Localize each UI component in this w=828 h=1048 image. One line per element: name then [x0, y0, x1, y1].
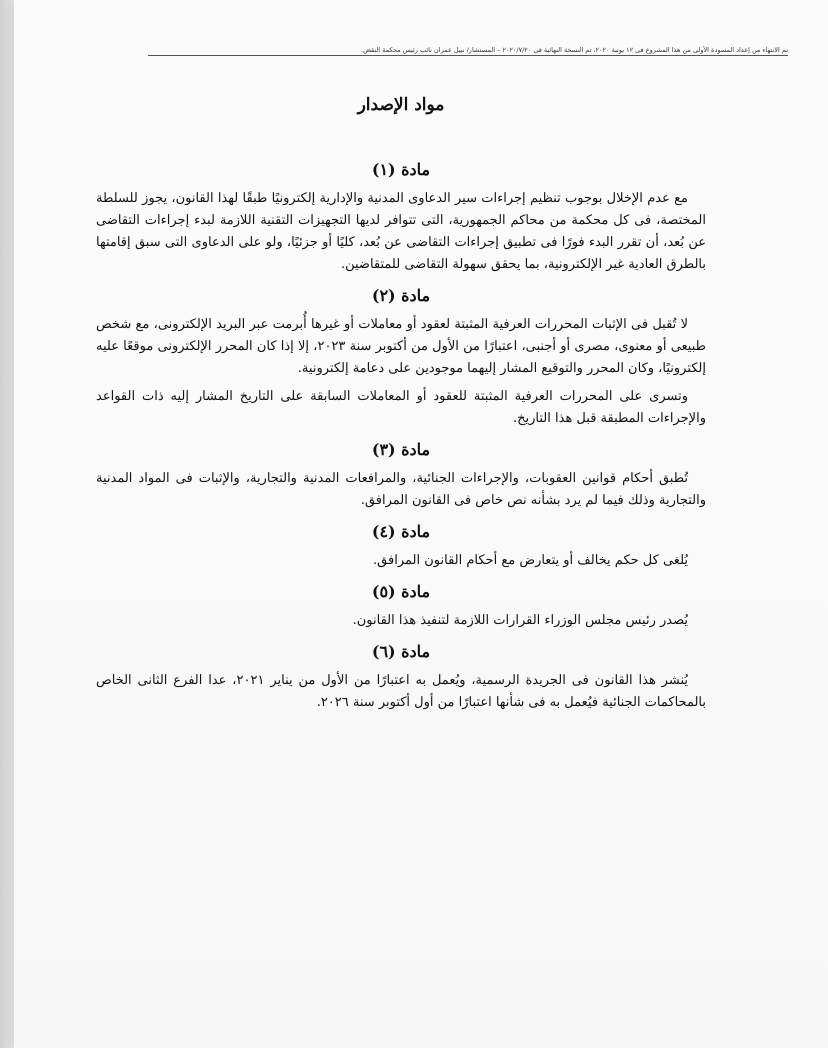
article-heading: مادة (٤): [371, 522, 431, 541]
article-paragraph: يُلغى كل حكم يخالف أو يتعارض مع أحكام القانون المرافق.: [373, 553, 688, 568]
article-paragraph: مع عدم الإخلال بوجوب تنظيم إجراءات سير الدعاوى المدنية والإدارية إلكترونيًا طبقًا لهذا القانون، يجوز للسلطة المختصة، فى كل محكمة من محاكم الجمهورية، التى تتوافر لديها التجهيزات التقنية اللازمة لبدء إجراءات التقاضى عن بُعد، أن تقرر البدء فورًا فى تطبيق إجراءات التقاضى عن بُعد، كليًا أو جزئيًا، ولو على الدعاوى التى سبق إقامتها بالطرق العادية غير الإلكترونية، بما يحقق سهولة التقاضى للمتقاضين.: [96, 191, 706, 272]
article-2: [96, 284, 706, 430]
article-heading: مادة (٥): [371, 582, 431, 601]
article-6: [96, 640, 706, 714]
article-heading: مادة (٢): [371, 286, 431, 305]
article-heading: مادة (٦): [371, 642, 431, 661]
page-spine: [0, 0, 14, 1048]
article-paragraph: يُنشر هذا القانون فى الجريدة الرسمية، ويُعمل به اعتبارًا من الأول من يناير ٢٠٢١، عدا الفرع الثانى الخاص بالمحاكمات الجنائية فيُعمل به فى شأنها اعتبارًا من أول أكتوبر سنة ٢٠٢٦.: [96, 673, 706, 710]
article-paragraph: وتسرى على المحررات العرفية المثبتة للعقود أو المعاملات السابقة على التاريخ المشار إليه ذات القواعد والإجراءات المطبقة قبل هذا التاريخ.: [96, 389, 706, 426]
article-heading: مادة (٣): [371, 440, 431, 459]
article-heading: مادة (١): [371, 160, 431, 179]
article-1: [96, 158, 706, 276]
article-paragraph: يُصدر رئيس مجلس الوزراء القرارات اللازمة لتنفيذ هذا القانون.: [352, 613, 688, 628]
article-paragraph: لا تُقبل فى الإثبات المحررات العرفية المثبتة لعقود أو معاملات أو غيرها أُبرمت عبر البريد الإلكترونى، مع شخص طبيعى أو معنوى، مصرى أو أجنبى، اعتبارًا من الأول من أكتوبر سنة ٢٠٢٣، إلا إذا كان المحرر الإلكترونى موقعًا عليه إلكترونيًا، وكان المحرر والتوقيع المشار إليهما موجودين على دعامة إلكترونية.: [96, 317, 706, 376]
article-4: [96, 520, 706, 572]
document-body: [96, 92, 706, 722]
article-5: [96, 580, 706, 632]
document-title: مواد الإصدار: [357, 95, 445, 115]
article-3: [96, 438, 706, 512]
header-note: تم الانتهاء من إعداد المسودة الأولى من هذا المشروع فى ١٢ يونية ٢٠٢٠، تم النسخة النهائية فى ٢٠٢٠/٧/٢٠ – المستشار/ نبيل عمران نائب رئيس محكمة النقض.: [148, 46, 788, 56]
article-paragraph: تُطبق أحكام قوانين العقوبات، والإجراءات الجنائية، والمرافعات المدنية والتجارية، والإثبات فى المواد المدنية والتجارية وذلك فيما لم يرد بشأنه نص خاص فى القانون المرافق.: [96, 471, 706, 508]
